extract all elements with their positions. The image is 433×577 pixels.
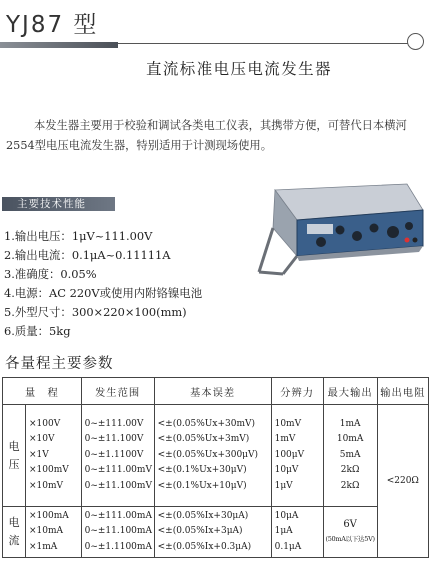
header-span: 发生范围 — [81, 378, 154, 405]
table-row — [3, 507, 429, 558]
cell-spans: 0~±111.00V 0~±11.100V 0~±1.1100V 0~±111.00mV 0~±11.100mV — [81, 405, 154, 507]
table-header-row — [3, 378, 429, 405]
parameter-table — [2, 377, 429, 558]
cell-max-output: 6V (50mA以下达5V) — [323, 507, 377, 558]
cell-ranges: ×100V ×10V ×1V ×100mV ×10mV — [26, 405, 82, 507]
section-title: 主要技术性能 — [17, 198, 86, 210]
cell-spans: 0~±111.00mA 0~±11.100mA 0~±1.1100mA — [81, 507, 154, 558]
spec-item: 2.输出电流：0.1μA~0.11111A — [4, 248, 171, 262]
header-output-resistance: 输出电阻 — [377, 378, 428, 405]
cell-errors: <±(0.05%Ux+30mV) <±(0.05%Ux+3mV) <±(0.05%Ux+300μV) <±(0.1%Ux+30μV) <±(0.1%Ux+10μV) — [154, 405, 271, 507]
header-max-output: 最大输出 — [323, 378, 377, 405]
device-photo — [257, 182, 425, 277]
table-heading: 各量程主要参数 — [5, 356, 114, 372]
spec-item: 6.质量：5kg — [4, 324, 71, 338]
spec-list — [4, 227, 202, 341]
cell-ranges: ×100mA ×10mA ×1mA — [26, 507, 82, 558]
cell-errors: <±(0.05%Ix+30μA) <±(0.05%Ix+3μA) <±(0.05%Ix+0.3μA) — [154, 507, 271, 558]
header-resolution: 分辨力 — [271, 378, 323, 405]
intro-paragraph — [6, 116, 426, 156]
spec-item: 3.准确度：0.05% — [4, 267, 97, 281]
spec-item: 5.外型尺寸：300×220×100(mm) — [4, 305, 187, 319]
cell-output-resistance: <220Ω — [377, 405, 428, 558]
header-rule-line — [118, 43, 408, 44]
group-voltage: 电 压 — [3, 405, 26, 507]
table-row — [3, 405, 429, 507]
spec-item: 1.输出电压：1μV~111.00V — [4, 229, 153, 243]
header-rule-circle — [407, 33, 424, 50]
cell-resolution: 10mV 1mV 100μV 10μV 1μV — [271, 405, 323, 507]
product-title: 直流标准电压电流发生器 — [146, 60, 332, 78]
section-header-bar — [2, 197, 115, 211]
spec-item: 4.电源：AC 220V或使用内附铬镍电池 — [4, 286, 203, 300]
header-range: 量 程 — [3, 378, 82, 405]
header-rule-bar — [0, 42, 118, 48]
group-current: 电 流 — [3, 507, 26, 558]
header-error: 基本误差 — [154, 378, 271, 405]
cell-resolution: 10μA 1μA 0.1μA — [271, 507, 323, 558]
model-title: YJ87 型 — [6, 12, 99, 38]
cell-max-output: 1mA 10mA 5mA 2kΩ 2kΩ — [323, 405, 377, 507]
intro-text: 本发生器主要用于校验和调试各类电工仪表，其携带方便，可替代日本横河2554型电压电流发生器，特别适用于计测现场使用。 — [6, 119, 407, 152]
